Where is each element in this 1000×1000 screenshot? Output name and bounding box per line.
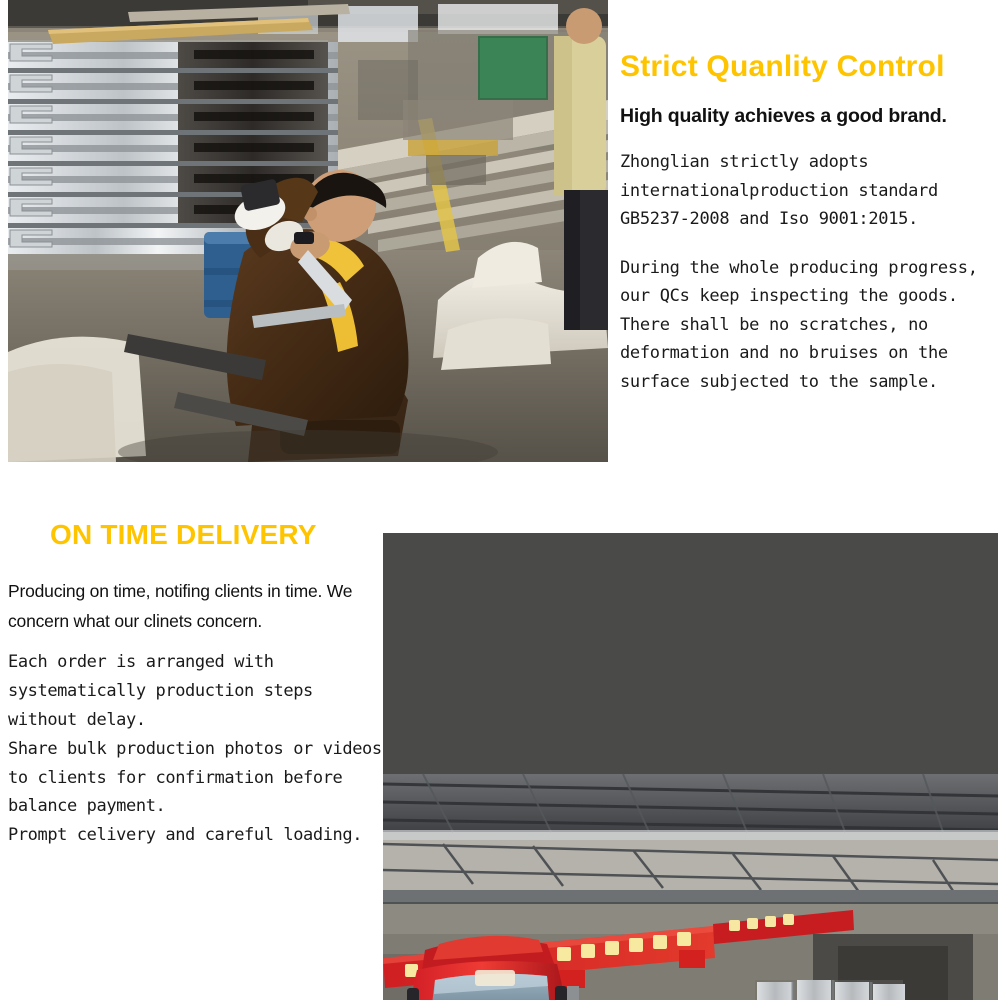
quality-control-paragraph-2: During the whole producing progress, our QCs keep inspecting the goods. There shall be no scratches, no deformation and no bruises on the surface subjected to the sample. [620,257,978,392]
on-time-delivery-text [8,520,383,850]
on-time-delivery-bullet: Share bulk production photos or videos to clients for confirmation before balance payment. [8,738,382,817]
delivery-photo [383,533,998,1000]
on-time-delivery-title: ON TIME DELIVERY [50,519,317,550]
on-time-delivery-intro: Producing on time, notifing clients in time. We concern what our clinets concern. [8,580,353,631]
on-time-delivery-section [0,500,1000,1000]
quality-control-photo [8,0,608,462]
quality-control-paragraph-1: Zhonglian strictly adopts internationalproduction standard GB5237-2008 and Iso 9001:2015. [620,152,938,230]
quality-control-subtitle: High quality achieves a good brand. [620,105,947,127]
quality-control-title: Strict Quanlity Control [620,50,945,83]
on-time-delivery-bullet: Each order is arranged with systematically production steps without delay. [8,651,313,730]
quality-control-section [0,0,1000,462]
on-time-delivery-bullet: Prompt celivery and careful loading. [8,825,363,846]
quality-control-text [620,0,992,462]
